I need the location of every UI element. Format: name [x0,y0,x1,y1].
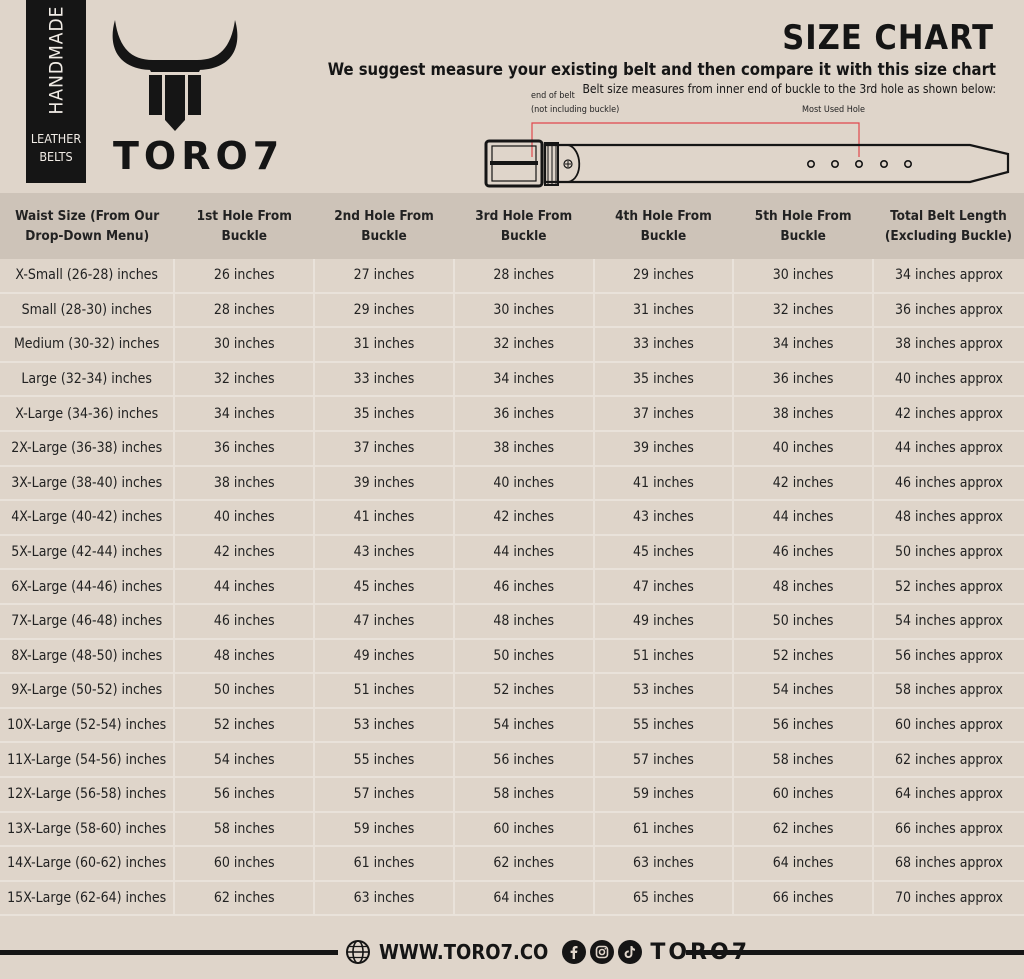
most-used-hole-label: Most Used Hole [802,105,866,115]
belt-hole-3 [856,161,862,167]
hole-measure-cell: 27 inches [314,259,454,293]
table-row [0,466,1024,501]
website-link[interactable]: WWW.TORO7.CO [379,940,549,964]
tiktok-icon[interactable] [618,940,642,964]
page-title: SIZE CHART [782,18,994,58]
facebook-icon[interactable] [562,940,586,964]
waist-size-cell: 13X-Large (58-60) inches [0,812,174,847]
hole-measure-cell: 35 inches [594,362,734,397]
total-length-cell: 50 inches approx [873,535,1024,570]
hole-measure-cell: 60 inches [174,846,314,881]
waist-size-cell: X-Small (26-28) inches [0,259,174,293]
size-table [0,193,1024,916]
waist-size-cell: X-Large (34-36) inches [0,396,174,431]
instagram-icon[interactable] [590,940,614,964]
total-length-cell: 58 inches approx [873,673,1024,708]
waist-size-cell: Large (32-34) inches [0,362,174,397]
globe-icon [345,939,371,965]
waist-size-cell: Medium (30-32) inches [0,327,174,362]
hole-measure-cell: 38 inches [174,466,314,501]
hole-measure-cell: 60 inches [454,812,594,847]
hole-measure-cell: 29 inches [314,293,454,328]
table-header-row [0,193,1024,259]
hole-measure-cell: 42 inches [733,466,873,501]
total-length-cell: 56 inches approx [873,639,1024,674]
hole-measure-cell: 44 inches [454,535,594,570]
hole-measure-cell: 30 inches [733,259,873,293]
total-length-cell: 36 inches approx [873,293,1024,328]
column-header: Total Belt Length (Excluding Buckle) [884,208,1013,244]
hole-measure-cell: 50 inches [174,673,314,708]
waist-size-cell: 10X-Large (52-54) inches [0,708,174,743]
hole-measure-cell: 62 inches [733,812,873,847]
hole-measure-cell: 31 inches [594,293,734,328]
table-row [0,431,1024,466]
total-length-cell: 38 inches approx [873,327,1024,362]
hole-measure-cell: 57 inches [314,777,454,812]
hole-measure-cell: 51 inches [594,639,734,674]
hole-measure-cell: 52 inches [454,673,594,708]
hole-measure-cell: 38 inches [733,396,873,431]
hole-measure-cell: 48 inches [454,604,594,639]
table-row [0,293,1024,328]
hole-measure-cell: 49 inches [594,604,734,639]
total-length-cell: 40 inches approx [873,362,1024,397]
hole-measure-cell: 50 inches [454,639,594,674]
hole-measure-cell: 48 inches [174,639,314,674]
hole-measure-cell: 55 inches [314,742,454,777]
total-length-cell: 44 inches approx [873,431,1024,466]
belt-strap [545,145,1008,182]
total-length-cell: 62 inches approx [873,742,1024,777]
hole-measure-cell: 56 inches [174,777,314,812]
total-length-cell: 52 inches approx [873,569,1024,604]
column-header: Waist Size (From Our Drop-Down Menu) [15,208,160,244]
column-header: 3rd Hole From Buckle [475,208,573,244]
hole-measure-cell: 32 inches [733,293,873,328]
hole-measure-cell: 46 inches [174,604,314,639]
table-row [0,881,1024,916]
hole-measure-cell: 40 inches [733,431,873,466]
table-body [0,259,1024,915]
hole-measure-cell: 34 inches [174,396,314,431]
hole-measure-cell: 61 inches [314,846,454,881]
hole-measure-cell: 63 inches [594,846,734,881]
hole-measure-cell: 35 inches [314,396,454,431]
hole-measure-cell: 61 inches [594,812,734,847]
hole-measure-cell: 54 inches [174,742,314,777]
waist-size-cell: 8X-Large (48-50) inches [0,639,174,674]
total-length-cell: 60 inches approx [873,708,1024,743]
hole-measure-cell: 52 inches [174,708,314,743]
hole-measure-cell: 58 inches [733,742,873,777]
waist-size-cell: 14X-Large (60-62) inches [0,846,174,881]
hole-measure-cell: 30 inches [454,293,594,328]
table-row [0,846,1024,881]
hole-measure-cell: 47 inches [314,604,454,639]
hole-measure-cell: 48 inches [733,569,873,604]
hole-measure-cell: 54 inches [733,673,873,708]
belt-diagram [470,110,1015,190]
hole-measure-cell: 37 inches [594,396,734,431]
table-row [0,639,1024,674]
hole-measure-cell: 58 inches [174,812,314,847]
bull-logo-icon [105,18,245,133]
hole-measure-cell: 44 inches [174,569,314,604]
end-of-belt-label: end of belt [531,91,575,101]
total-length-cell: 68 inches approx [873,846,1024,881]
hole-measure-cell: 26 inches [174,259,314,293]
hole-measure-cell: 66 inches [733,881,873,916]
hole-measure-cell: 62 inches [454,846,594,881]
hole-measure-cell: 46 inches [733,535,873,570]
waist-size-cell: Small (28-30) inches [0,293,174,328]
hole-measure-cell: 41 inches [314,500,454,535]
column-header: 4th Hole From Buckle [615,208,712,244]
hole-measure-cell: 36 inches [174,431,314,466]
waist-size-cell: 15X-Large (62-64) inches [0,881,174,916]
total-length-cell: 66 inches approx [873,812,1024,847]
belt-hole-5 [905,161,911,167]
table-row [0,708,1024,743]
hole-measure-cell: 51 inches [314,673,454,708]
leather-label: LEATHER [30,131,82,146]
hole-measure-cell: 59 inches [314,812,454,847]
waist-size-cell: 6X-Large (44-46) inches [0,569,174,604]
hole-measure-cell: 33 inches [314,362,454,397]
brand-name: TORO7 [113,134,285,178]
table-row [0,327,1024,362]
page-subtitle: We suggest measure your existing belt and then compare it with this size chart [327,60,996,79]
waist-size-cell: 3X-Large (38-40) inches [0,466,174,501]
hole-measure-cell: 60 inches [733,777,873,812]
hole-measure-cell: 42 inches [454,500,594,535]
footer-brand: TORO7 [650,939,751,965]
hole-measure-cell: 28 inches [174,293,314,328]
table-row [0,535,1024,570]
hole-measure-cell: 65 inches [594,881,734,916]
table-row [0,500,1024,535]
total-length-cell: 64 inches approx [873,777,1024,812]
column-header: 2nd Hole From Buckle [334,208,434,244]
hole-measure-cell: 31 inches [314,327,454,362]
total-length-cell: 48 inches approx [873,500,1024,535]
table-row [0,259,1024,293]
belts-label: BELTS [39,149,73,164]
hole-measure-cell: 47 inches [594,569,734,604]
hole-measure-cell: 39 inches [594,431,734,466]
hole-measure-cell: 33 inches [594,327,734,362]
table-row [0,569,1024,604]
hole-measure-cell: 32 inches [454,327,594,362]
waist-size-cell: 5X-Large (42-44) inches [0,535,174,570]
table-row [0,673,1024,708]
waist-size-cell: 11X-Large (54-56) inches [0,742,174,777]
hole-measure-cell: 56 inches [733,708,873,743]
waist-size-cell: 7X-Large (46-48) inches [0,604,174,639]
hole-measure-cell: 56 inches [454,742,594,777]
table-row [0,604,1024,639]
hole-measure-cell: 34 inches [733,327,873,362]
hole-measure-cell: 34 inches [454,362,594,397]
footer-rule-left [0,950,338,955]
hole-measure-cell: 36 inches [454,396,594,431]
hole-measure-cell: 42 inches [174,535,314,570]
table-row [0,396,1024,431]
total-length-cell: 54 inches approx [873,604,1024,639]
hole-measure-cell: 40 inches [174,500,314,535]
total-length-cell: 34 inches approx [873,259,1024,293]
hole-measure-cell: 43 inches [314,535,454,570]
hole-measure-cell: 62 inches [174,881,314,916]
hole-measure-cell: 44 inches [733,500,873,535]
hole-measure-cell: 40 inches [454,466,594,501]
hole-measure-cell: 58 inches [454,777,594,812]
not-including-buckle-label: (not including buckle) [531,105,620,115]
hole-measure-cell: 54 inches [454,708,594,743]
hole-measure-cell: 52 inches [733,639,873,674]
hole-measure-cell: 37 inches [314,431,454,466]
hole-measure-cell: 64 inches [454,881,594,916]
hole-measure-cell: 46 inches [454,569,594,604]
hole-measure-cell: 53 inches [594,673,734,708]
measure-bracket [532,123,859,157]
total-length-cell: 46 inches approx [873,466,1024,501]
total-length-cell: 70 inches approx [873,881,1024,916]
footer [345,936,750,968]
hole-measure-cell: 50 inches [733,604,873,639]
waist-size-cell: 2X-Large (36-38) inches [0,431,174,466]
brand-tag [26,0,86,183]
measure-note: Belt size measures from inner end of buckle to the 3rd hole as shown below: [582,82,996,96]
hole-measure-cell: 36 inches [733,362,873,397]
hole-measure-cell: 64 inches [733,846,873,881]
belt-hole-4 [881,161,887,167]
hole-measure-cell: 43 inches [594,500,734,535]
hole-measure-cell: 63 inches [314,881,454,916]
hole-measure-cell: 45 inches [314,569,454,604]
hole-measure-cell: 39 inches [314,466,454,501]
hole-measure-cell: 57 inches [594,742,734,777]
belt-hole-2 [832,161,838,167]
waist-size-cell: 12X-Large (56-58) inches [0,777,174,812]
hole-measure-cell: 53 inches [314,708,454,743]
hole-measure-cell: 28 inches [454,259,594,293]
hole-measure-cell: 55 inches [594,708,734,743]
table-row [0,742,1024,777]
table-row [0,812,1024,847]
hole-measure-cell: 38 inches [454,431,594,466]
hole-measure-cell: 41 inches [594,466,734,501]
waist-size-cell: 4X-Large (40-42) inches [0,500,174,535]
hole-measure-cell: 59 inches [594,777,734,812]
handmade-label: HANDMADE [45,5,67,115]
total-length-cell: 42 inches approx [873,396,1024,431]
hole-measure-cell: 49 inches [314,639,454,674]
hole-measure-cell: 29 inches [594,259,734,293]
column-header: 1st Hole From Buckle [196,208,292,244]
hole-measure-cell: 32 inches [174,362,314,397]
belt-hole-1 [808,161,814,167]
hole-measure-cell: 30 inches [174,327,314,362]
hole-measure-cell: 45 inches [594,535,734,570]
column-header: 5th Hole From Buckle [754,208,852,244]
table-row [0,362,1024,397]
table-row [0,777,1024,812]
waist-size-cell: 9X-Large (50-52) inches [0,673,174,708]
